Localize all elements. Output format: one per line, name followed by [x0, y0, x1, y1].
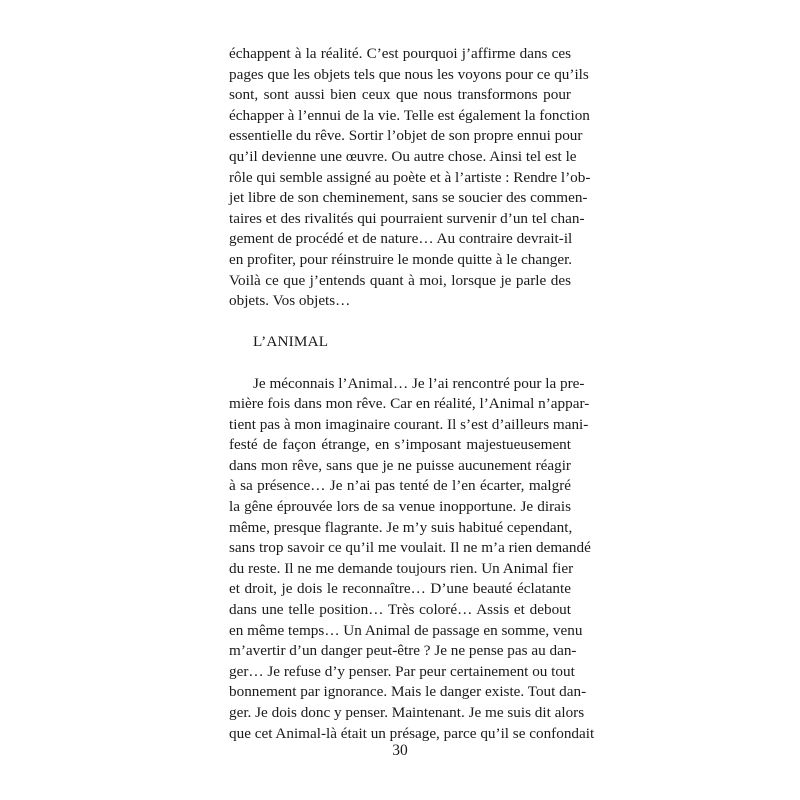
text-line: taires et des rivalités qui pourraient survenir d’un tel chan- — [229, 209, 585, 227]
text-line: tient pas à mon imaginaire courant. Il s’est d’ailleurs mani- — [229, 415, 589, 433]
text-line: en profiter, pour réinstruire le monde quitte à le changer. — [229, 250, 573, 268]
text-line: m’avertir d’un danger peut-être ? Je ne pense pas au dan- — [229, 642, 577, 660]
text-line: essentielle du rêve. Sortir l’objet de son propre ennui pour — [229, 127, 583, 145]
section-heading: L’ANIMAL — [253, 333, 329, 351]
text-line: objets. Vos objets… — [229, 292, 351, 310]
text-line: échappent à la réalité. C’est pourquoi j’affirme dans ces — [229, 45, 571, 62]
text-line: bonnement par ignorance. Mais le danger existe. Tout dan- — [229, 683, 587, 701]
text-line: sont, sont aussi bien ceux que nous transformons pour — [229, 86, 571, 104]
paragraph-animal — [229, 374, 595, 745]
text-line: jet libre de son cheminement, sans se soucier des commen- — [229, 189, 588, 207]
text-line: en même temps… Un Animal de passage en somme, venu — [229, 621, 583, 639]
text-line: même, presque flagrante. Je m’y suis habitué cependant, — [229, 518, 573, 536]
page-number: 30 — [392, 742, 408, 759]
page-body — [229, 44, 595, 744]
text-line: gement de procédé et de nature… Au contraire devrait-il — [229, 230, 573, 248]
text-line: qu’il devienne une œuvre. Ou autre chose. Ainsi tel est le — [229, 147, 577, 165]
paragraph-objects — [229, 44, 591, 312]
text-line: dans mon rêve, sans que je ne puisse aucunement réagir — [229, 456, 571, 474]
text-line: sans trop savoir ce qu’il me voulait. Il ne m’a rien demandé — [229, 539, 591, 557]
text-line: la gêne éprouvée lors de sa venue inopportune. Je dirais — [229, 498, 571, 516]
text-line: pages que les objets tels que nous les voyons pour ce qu’ils — [229, 65, 589, 83]
text-line: ger… Je refuse d’y penser. Par peur certainement ou tout — [229, 662, 575, 680]
text-line: festé de façon étrange, en s’imposant majestueusement — [229, 436, 571, 454]
text-line: du reste. Il ne me demande toujours rien. Un Animal fier — [229, 559, 574, 577]
text-line: Je méconnais l’Animal… Je l’ai rencontré pour la pre- — [253, 374, 585, 392]
text-line: ger. Je dois donc y penser. Maintenant. Je me suis dit alors — [229, 704, 585, 721]
text-line: dans une telle position… Très coloré… Assis et debout — [229, 601, 571, 619]
text-line: que cet Animal-là était un présage, parce qu’il se confondait — [229, 724, 595, 742]
text-line: rôle qui semble assigné au poète et à l’artiste : Rendre l’ob- — [229, 168, 591, 186]
text-line: échapper à l’ennui de la vie. Telle est également la fonction — [229, 106, 590, 124]
text-line: Voilà ce que j’entends quant à moi, lorsque je parle des — [229, 271, 571, 289]
text-line: et droit, je dois le reconnaître… D’une beauté éclatante — [229, 580, 571, 598]
text-line: mière fois dans mon rêve. Car en réalité, l’Animal n’appar- — [229, 395, 590, 413]
text-line: à sa présence… Je n’ai pas tenté de l’en écarter, malgré — [229, 477, 571, 495]
